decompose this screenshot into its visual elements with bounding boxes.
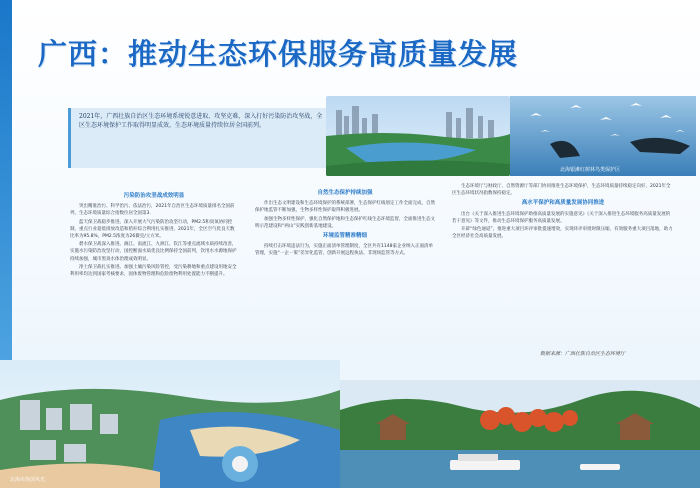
column-1-paragraph: 蓝天保卫战稳步推进。深入开展大气污染防治攻坚行动，PM2.5和臭氧协同控制，重点行业超低排放改造和秸秆综合利用扎实推进，2021年，全区空气优良天数比率为95.8%，PM2.5浓度为26微克/立方米。	[70, 219, 235, 240]
page-title: 广西：推动生态环保服务高质量发展	[38, 37, 519, 71]
coastal-caption: 北海市海滨风光	[10, 477, 46, 483]
column-1	[70, 190, 238, 279]
birds-photo	[510, 96, 696, 176]
column-1-paragraph: 碧水保卫战深入推进。漓江、南流江、九洲江、钦江等重点流域水质持续改善，实施水污染防治攻坚行动，国控断面水质优良比例保持全国前列，饮用水水源地保护持续加强，城市黑臭水体治理成效明显。	[70, 242, 237, 262]
column-1-paragraph: 净土保卫战扎实推进。加强土壤污染风险管控，受污染耕地和重点建设用地安全利用率均达到国家考核要求，固体废物管理和危险废物利用处置能力不断提升。	[70, 264, 237, 278]
column-3-paragraph: 出台《关于深入推进生态环境保护助推高质量发展的实施意见》《关于深入推进生态环境服务高质量发展的若干意见》等文件，推动生态环境保护服务高质量发展。	[452, 211, 671, 224]
city-photo	[326, 96, 510, 176]
column-2-paragraph: 持续打击环境违法行为，实施正面清单管理制度，全区共有1148家企业纳入正面清单管理，实施“一企一策”差异化监管，创新开展远程执法、非现场监管等方式。	[255, 244, 433, 257]
column-3-paragraph: 开辟“绿色通道”，推进重大项目环评审批提速增效，实现环评审批时限压缩，有效服务重大项目落地，助力全区经济社会高质量发展。	[452, 227, 673, 240]
column-2-heading-1: 自然生态保护持续加强	[317, 190, 373, 196]
column-2-heading-2: 环境监管精准精细	[322, 233, 367, 240]
intro-text: 2021年，广西壮族自治区生态环境系统锐意进取、攻坚克难，深入打好污染防治攻坚战，全区生态环境保护工作取得明显成效，生态环境质量持续位居全国前列。	[79, 113, 323, 129]
column-2-paragraph: 作出生态文明建设和生态环境保护的系统部署，生态保护红线划定工作全面完成，自然保护地监管不断加强，生物多样性保护取得积极进展。	[255, 201, 435, 214]
column-3-heading: 高水平保护和高质量发展协同推进	[521, 200, 605, 207]
column-1-paragraph: 突出精准治污、科学治污、依法治污，2021年自治区生态环境质量排名全国前列，生态环境质量综合指数位居全国第3.	[70, 204, 235, 217]
column-2-paragraph: 加强生物多样性保护，强化自然保护地和生态保护红线生态环境监督，全面推进生态文明示范建设和“两山”实践创新基地建设。	[255, 216, 435, 229]
river-village-photo	[340, 380, 700, 488]
column-3	[452, 183, 674, 241]
birds-caption: 北海银滩红树林鸟类保护区	[560, 167, 621, 173]
column-2	[255, 187, 435, 259]
column-1-heading: 污染防治攻坚战成效明显	[123, 193, 185, 199]
intro-box	[68, 108, 333, 168]
source-signature: 数据来源：广西壮族自治区生态环境厅	[540, 351, 626, 357]
coastal-city-photo	[0, 360, 340, 488]
column-3-paragraph: 生态环境厅与财政厅、自然资源厅等部门协同推进生态环境保护，生态环境质量持续稳定向好，2021年全区生态环境状况指数保持稳定。	[452, 184, 671, 197]
